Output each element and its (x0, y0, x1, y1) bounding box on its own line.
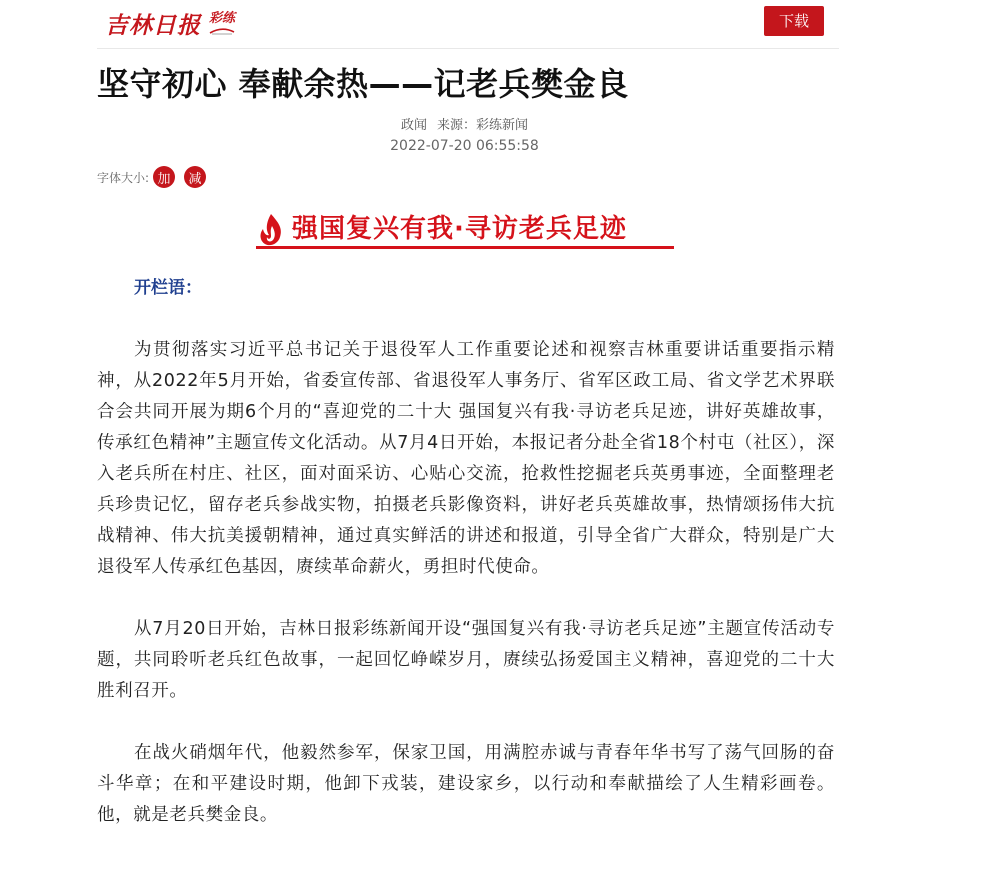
banner-underline (256, 246, 674, 249)
article-paragraph: 从7月20日开始，吉林日报彩练新闻开设“强国复兴有我·寻访老兵足迹”主题宣传活动专题，共同聆听老兵红色故事，一起回忆峥嵘岁月，赓续弘扬爱国主义精神，喜迎党的二十大胜利召开。 (97, 619, 835, 701)
article-title: 坚守初心 奉献余热——记老兵樊金良 (97, 65, 629, 103)
article-paragraph: 在战火硝烟年代，他毅然参军，保家卫国，用满腔赤诚与青春年华书写了荡气回肠的奋斗华章；在和平建设时期，他卸下戎装，建设家乡，以行动和奉献描绘了人生精彩画卷。他，就是老兵樊金良。 (97, 743, 835, 825)
logo-sub (209, 12, 235, 35)
article-date: 2022-07-20 06:55:58 (390, 138, 539, 154)
column-banner (250, 204, 674, 252)
font-decrease-button[interactable]: 减 (184, 166, 206, 188)
download-button[interactable]: 下载 (764, 6, 824, 36)
column-lead: 开栏语： (134, 278, 202, 298)
site-logo[interactable] (105, 6, 235, 40)
flame-icon (256, 212, 286, 248)
article-paragraph: 为贯彻落实习近平总书记关于退役军人工作重要论述和视察吉林重要讲话重要指示精神，从2022年5月开始，省委宣传部、省退役军人事务厅、省军区政工局、省文学艺术界联合会共同开展为期6个月的“喜迎党的二十大 强国复兴有我·寻访老兵足迹，讲好英雄故事，传承红色精神”主题宣传文化活动。从7月4日开始，本报记者分赴全省18个村屯（社区），深入老兵所在村庄、社区，面对面采访、心贴心交流，抢救性挖掘老兵英勇事迹，全面整理老兵珍贵记忆，留存老兵参战实物，拍摄老兵影像资料，讲好老兵英雄故事，热情颂扬伟大抗战精神、伟大抗美援朝精神，通过真实鲜活的讲述和报道，引导全省广大群众，特别是广大退役军人传承红色基因，赓续革命薪火，勇担时代使命。 (97, 340, 835, 577)
font-size-control (97, 165, 206, 189)
font-increase-button[interactable]: 加 (153, 166, 175, 188)
logo-sub-text: 彩练 (209, 10, 236, 26)
article-body (97, 273, 835, 831)
font-size-label: 字体大小: (97, 170, 150, 185)
article-category[interactable]: 政闻 (400, 118, 427, 133)
top-header (97, 0, 839, 49)
logo-swoosh-icon (209, 27, 235, 35)
article-source: 来源：彩练新闻 (437, 118, 529, 133)
logo-main-text: 吉林日报 (105, 11, 201, 39)
banner-title: 强国复兴有我·寻访老兵足迹 (292, 214, 627, 244)
article-meta (97, 114, 832, 133)
